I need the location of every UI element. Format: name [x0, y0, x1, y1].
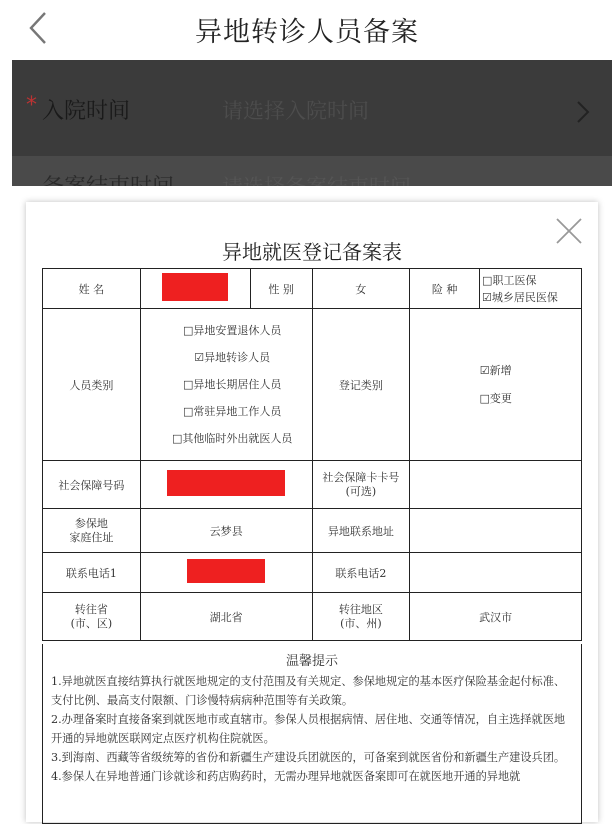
insurance-options: [480, 269, 582, 309]
registration-table: [42, 268, 582, 641]
home-address-value: 云梦县: [140, 509, 312, 553]
redacted-ss-number: [167, 470, 285, 496]
tip-item: 4.参保人在异地普通门诊就诊和药店购药时，无需办理异地就医备案即可在就医地开通的异地就: [51, 770, 521, 783]
admission-date-label: 入院时间: [42, 99, 131, 124]
insurance-option-employee: □职工医保: [482, 273, 537, 287]
record-end-date-row[interactable]: [12, 156, 612, 186]
ss-number-value: [140, 461, 312, 509]
gender-label: 性 别: [250, 269, 312, 309]
required-mark: *: [26, 93, 37, 118]
person-type-option: □异地长期居住人员: [182, 378, 282, 391]
registration-form-modal: [26, 202, 598, 822]
form-title: 异地就医登记备案表: [222, 240, 402, 264]
chevron-right-icon: [576, 100, 590, 124]
to-province-value: 湖北省: [140, 593, 312, 641]
remote-address-value: [410, 509, 582, 553]
admission-date-placeholder: 请选择入院时间: [222, 99, 369, 123]
register-type-label: 登记类别: [312, 309, 410, 461]
register-type-option: ☑新增: [479, 363, 512, 377]
register-type-option: □变更: [479, 391, 512, 405]
to-region-value: 武汉市: [410, 593, 582, 641]
tip-item: 3.到海南、西藏等省级统筹的省份和新疆生产建设兵团就医的，可备案到就医省份和新疆生产建设兵团。: [51, 751, 566, 764]
page-title: 异地转诊人员备案: [195, 17, 419, 48]
phone1-value: [140, 553, 312, 593]
person-type-label: 人员类别: [43, 309, 141, 461]
person-type-option: □异地安置退休人员: [182, 324, 282, 337]
remote-address-label: 异地联系地址: [312, 509, 410, 553]
phone2-label: 联系电话2: [312, 553, 410, 593]
phone1-label: 联系电话1: [43, 553, 141, 593]
admission-date-row[interactable]: [12, 60, 612, 156]
tip-item: 1.异地就医直接结算执行就医地规定的支付范围及有关规定、参保地规定的基本医疗保险基金起付标准、支付比例、最高支付限额、门诊慢特病病种范围等有关政策。: [51, 675, 566, 707]
ss-card-value: [410, 461, 582, 509]
nav-header: [0, 0, 614, 58]
insurance-option-resident: ☑城乡居民医保: [482, 290, 558, 304]
person-type-option: □常驻异地工作人员: [182, 405, 282, 418]
to-province-label: 转往省 (市、区): [43, 593, 141, 641]
tip-item: 2.办理备案时直接备案到就医地市或直辖市。参保人员根据病情、居住地、交通等情况，自主选择就医地开通的异地就医联网定点医疗机构住院就医。: [51, 713, 566, 745]
person-type-options: [140, 309, 312, 461]
warm-tips: [42, 644, 582, 824]
person-type-option: ☑异地转诊人员: [194, 351, 271, 364]
redacted-name: [162, 273, 228, 301]
person-type-option: □其他临时外出就医人员: [171, 432, 293, 445]
to-region-label: 转往地区 (市、州): [312, 593, 410, 641]
insurance-label: 险 种: [410, 269, 480, 309]
name-label: 姓 名: [43, 269, 141, 309]
register-type-options: [410, 309, 582, 461]
phone2-value: [410, 553, 582, 593]
home-address-label: 参保地 家庭住址: [43, 509, 141, 553]
gender-value: 女: [312, 269, 410, 309]
name-value: [140, 269, 250, 309]
redacted-phone: [187, 559, 265, 583]
ss-number-label: 社会保障号码: [43, 461, 141, 509]
tips-title: 温馨提示: [285, 654, 338, 669]
ss-card-label: 社会保障卡卡号 (可选): [312, 461, 410, 509]
